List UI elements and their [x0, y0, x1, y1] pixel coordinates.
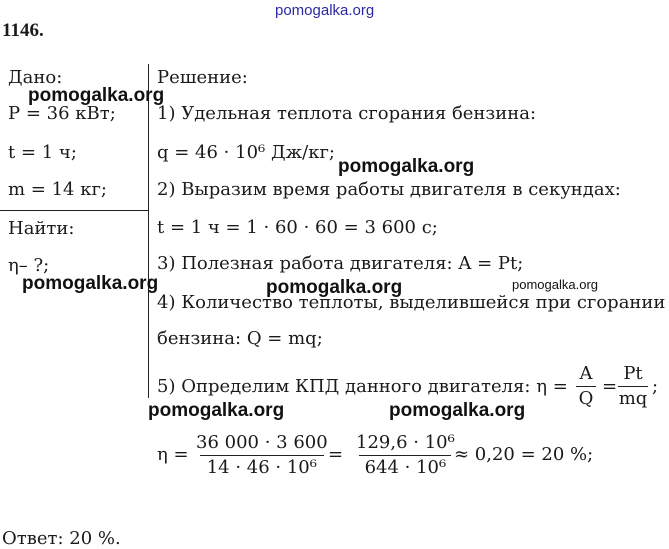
result-value: ≈ 0,20 = 20 %; [454, 444, 594, 465]
equals-sign: = [602, 376, 618, 397]
step-1: 1) Удельная теплота сгорания бензина: [157, 103, 537, 124]
problem-number: 1146. [2, 20, 44, 41]
given-title: Дано: [8, 67, 63, 88]
fraction-denominator: 644 · 10⁶ [364, 457, 447, 478]
site-header: pomogalka.org [275, 2, 375, 19]
divider-horizontal [0, 210, 148, 211]
semicolon: ; [652, 376, 659, 397]
solution-title: Решение: [157, 67, 248, 88]
given-power: P = 36 кВт; [8, 103, 116, 124]
find-value: η– ?; [8, 255, 50, 276]
fraction-numerator: A [579, 363, 593, 384]
time-calc: t = 1 ч = 1 · 60 · 60 = 3 600 с; [157, 217, 438, 238]
fraction-numerator: Pt [623, 363, 643, 384]
step-4: 4) Количество теплоты, выделившейся при сгорании [157, 292, 666, 313]
watermark: pomogalka.org [512, 277, 598, 292]
watermark: pomogalka.org [22, 273, 159, 294]
eta-lhs: η = [157, 444, 189, 465]
step-3: 3) Полезная работа двигателя: A = Pt; [157, 253, 524, 274]
step-4-cont: бензина: Q = mq; [157, 328, 323, 349]
equals-sign-2: = [328, 444, 344, 465]
fraction-result [356, 432, 455, 479]
fraction-denominator: mq [618, 388, 648, 409]
fraction-denominator: Q [578, 388, 594, 409]
fraction-calc [196, 432, 328, 479]
find-title: Найти: [8, 218, 75, 239]
fraction-pt-over-mq [618, 363, 648, 410]
watermark: pomogalka.org [389, 400, 526, 421]
watermark: pomogalka.org [28, 85, 165, 106]
step-5: 5) Определим КПД данного двигателя: η = [157, 376, 568, 397]
step-2: 2) Выразим время работы двигателя в секундах: [157, 179, 621, 200]
given-time: t = 1 ч; [8, 142, 77, 163]
divider-vertical [148, 64, 149, 398]
watermark: pomogalka.org [148, 400, 285, 421]
fraction-numerator: 129,6 · 10⁶ [356, 432, 455, 453]
fraction-a-over-q [576, 363, 596, 410]
heat-value: q = 46 · 10⁶ Дж/кг; [157, 142, 335, 163]
given-mass: m = 14 кг; [8, 179, 107, 200]
fraction-numerator: 36 000 · 3 600 [196, 432, 328, 453]
fraction-denominator: 14 · 46 · 10⁶ [206, 457, 317, 478]
watermark: pomogalka.org [338, 156, 475, 177]
answer: Ответ: 20 %. [2, 528, 121, 549]
watermark: pomogalka.org [266, 277, 403, 298]
